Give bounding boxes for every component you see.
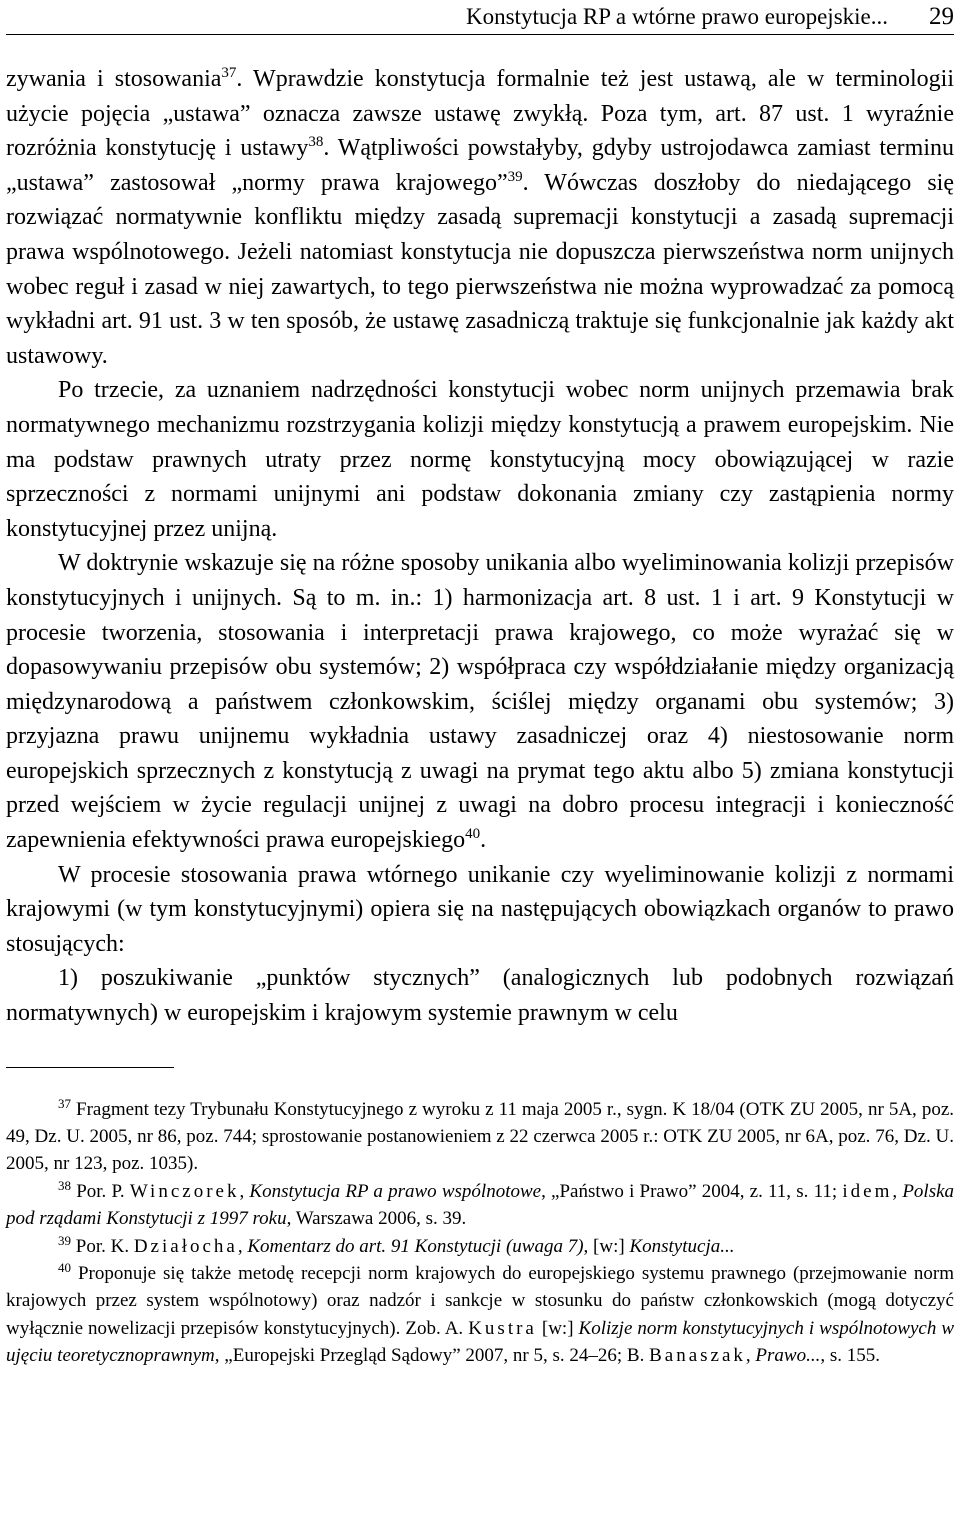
footnote-ref-39: 39 (507, 168, 523, 185)
page-number: 29 (929, 3, 954, 30)
paragraph-1 (6, 62, 954, 373)
footnote-38 (6, 1178, 954, 1233)
work-title: Polska pod rządami Konstytucji z 1997 roku (6, 1180, 955, 1230)
document-page (6, 0, 954, 1370)
footnote-40 (6, 1260, 954, 1370)
text-run: , Warszawa 2006, s. 39. (286, 1208, 467, 1230)
idem-marker: idem (842, 1180, 893, 1202)
footnote-ref-37: 37 (221, 65, 237, 81)
text-run: zywania i stosowania (6, 66, 222, 92)
text-run: , s. 155. (820, 1345, 880, 1367)
text-run: Por. K. (71, 1235, 134, 1257)
text-run: . Wprawdzie konstytucja formalnie też jest ustawą, ale w terminologii użycie pojęcia „ustawa” oznacza zawsze ustawę zwykłą. Poza tym, art. 87 ust. 1 wyraźnie rozróżnia konstytucję i ustawy (6, 66, 954, 162)
work-title: Prawo... (755, 1345, 821, 1367)
running-header (6, 0, 954, 35)
work-title: Kolizje norm konstytucyjnych i wspólnotowych w ujęciu teoretycznoprawnym (6, 1317, 955, 1367)
author-name: Winczorek (129, 1180, 240, 1202)
text-run: [w:] (536, 1317, 579, 1339)
text-run: Por. P. (71, 1180, 130, 1202)
footnote-number: 38 (58, 1177, 71, 1193)
text-run: , (745, 1345, 756, 1367)
work-title: Konstytucja RP a prawo wspólnotowe (249, 1180, 542, 1202)
footnote-number: 40 (58, 1260, 71, 1276)
text-run: . Wątpliwości powstałyby, gdyby ustrojodawca zamiast terminu „ustawa” zastosował „normy prawa krajowego” (6, 135, 955, 196)
text-run: , [w:] (583, 1235, 630, 1257)
footnote-39 (6, 1233, 954, 1260)
text-run: , (239, 1180, 250, 1202)
footnote-ref-40: 40 (465, 826, 481, 843)
footnote-37 (6, 1096, 954, 1178)
work-title: Konstytucja... (629, 1235, 735, 1257)
author-name: Działocha (133, 1235, 238, 1257)
running-header-title: Konstytucja RP a wtórne prawo europejskie... (466, 4, 888, 29)
author-name: Banaszak (649, 1345, 746, 1367)
text-run: . Wówczas doszłoby do niedającego się rozwiązać normatywnie konfliktu między zasadą supremacji konstytucji a zasadą supremacji prawa wspólnotowego. Jeżeli natomiast konstytucja nie dopuszcza pierwszeństwa norm unijnych wobec reguł i zasad w niej zawartych, to tego pierwszeństwa nie można wyprowadzać za pomocą wykładni art. 91 ust. 3 w ten sposób, że ustawę zasadniczą traktuje się funkcjonalnie jak każdy akt ustawowy. (6, 169, 954, 369)
text-run: . (480, 827, 487, 854)
main-text (6, 62, 954, 1031)
footnote-text: Fragment tezy Trybunału Konstytucyjnego z wyroku z 11 maja 2005 r., sygn. K 18/04 (OTK ZU 2005, nr 5A, poz. 49, Dz. U. 2005, nr 86, poz. 744; sprostowanie postanowieniem z 22 czerwca 2005 r.: OTK ZU 2005, nr 6A, poz. 76, Dz. U. 2005, nr 123, poz. 1035). (6, 1098, 954, 1175)
text-run: , „Państwo i Prawo” 2004, z. 11, s. 11; (541, 1180, 843, 1202)
text-run: , „Europejski Przegląd Sądowy” 2007, nr 5, s. 24–26; B. (214, 1345, 650, 1367)
footnote-number: 37 (58, 1095, 71, 1111)
text-run: , (237, 1235, 248, 1257)
paragraph-5: 1) poszukiwanie „punktów stycznych” (analogicznych lub podobnych rozwiązań normatywnych) w europejskim i krajowym systemie prawnym w celu (6, 965, 954, 1027)
footnote-number: 39 (58, 1232, 71, 1248)
work-title: Komentarz do art. 91 Konstytucji (uwaga 7) (247, 1235, 584, 1257)
text-run: W doktrynie wskazuje się na różne sposoby unikania albo wyeliminowania kolizji przepisów konstytucyjnych i unijnych. Są to m. in.: 1) harmonizacja art. 8 ust. 1 i art. 9 Konstytucji w procesie tworzenia, stosowania i interpretacji prawa krajowego, co może wyrażać się w dopasowywaniu przepisów obu systemów; 2) współpraca czy współdziałanie między organizacją międzynarodową a państwem członkowskim, ściślej między organami obu systemów; 3) przyjazna prawu unijnemu wykładnia ustawy zasadniczej oraz 4) niestosowanie norm europejskich sprzecznych z konstytucją z uwagi na prymat tego aktu albo 5) zmiana konstytucji przed wejściem w życie regulacji unijnej z uwagi na dobro procesu integracji i konieczność zapewnienia efektywności prawa europejskiego (6, 550, 954, 854)
paragraph-4: W procesie stosowania prawa wtórnego unikanie czy wyeliminowanie kolizji z normami krajowymi (w tym konstytucyjnymi) opiera się na następujących obowiązkach organów to prawo stosujących: (6, 861, 954, 957)
paragraph-2: Po trzecie, za uznaniem nadrzędności konstytucji wobec norm unijnych przemawia brak normatywnego mechanizmu rozstrzygania kolizji między konstytucją a prawem europejskim. Nie ma podstaw prawnych utraty przez normę konstytucyjną mocy obowiązującej w razie sprzeczności z normami unijnymi ani podstaw dokonania zmiany czy zastąpienia normy konstytucyjnej przez unijną. (6, 377, 954, 542)
author-name: Kustra (468, 1317, 537, 1339)
paragraph-3 (6, 546, 954, 857)
text-run: , (892, 1180, 903, 1202)
footnote-separator (6, 1067, 174, 1068)
text-run: Proponuje się także metodę recepcji norm krajowych do europejskiego systemu prawnego (przejmowanie norm krajowych przez system wspólnotowy) oraz nadzór i sankcje w stosunku do państw członkowskich (mogą dotyczyć wyłącznie nowelizacji przepisów konstytucyjnych). Zob. A. (6, 1263, 954, 1339)
footnote-ref-38: 38 (308, 134, 324, 151)
footnotes (6, 1096, 954, 1370)
